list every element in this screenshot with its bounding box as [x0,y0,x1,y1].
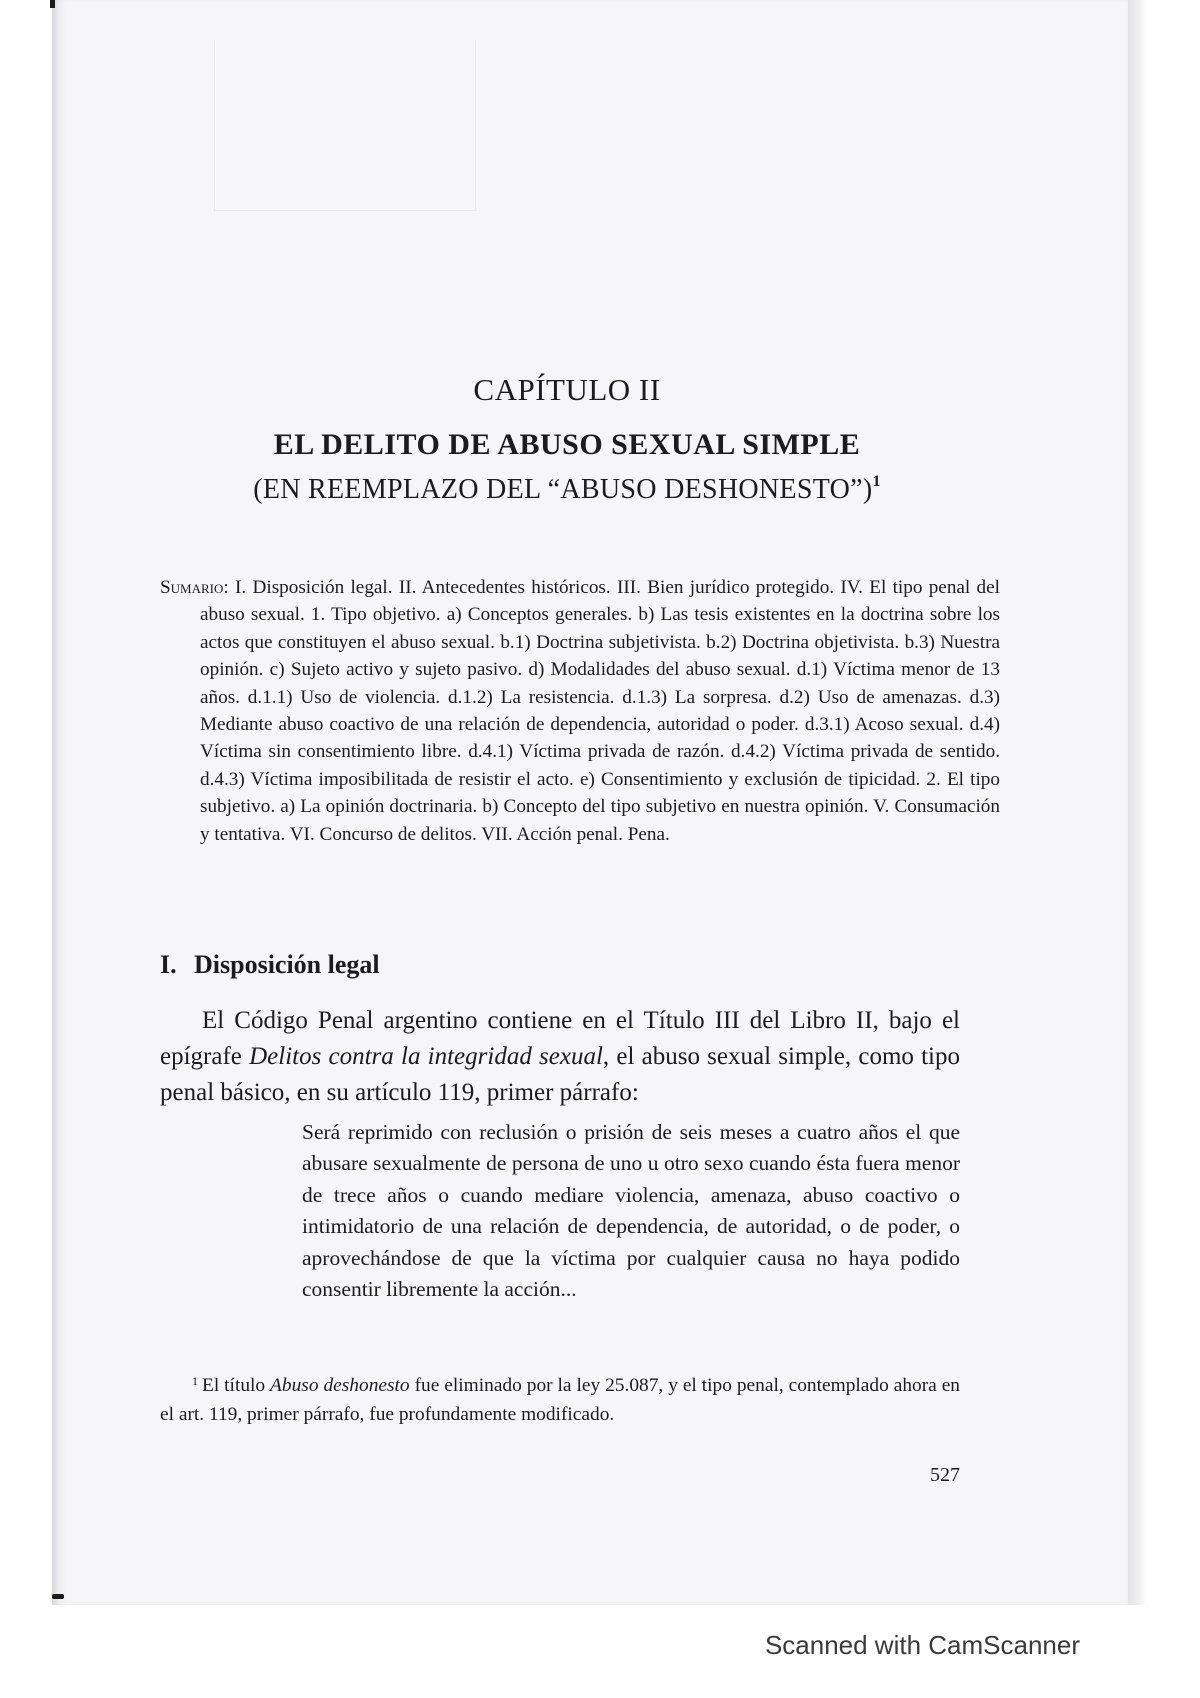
body-text-before: El Código Penal argentino contiene en el Título III del Libro II, bajo el epígrafe [160,1007,960,1070]
footnote-italic: Abuso deshonesto [270,1375,410,1396]
footnote-text-before: El título [202,1375,271,1396]
body-italic-title: Delitos contra la integridad sexual [249,1043,603,1070]
summary-label: Sumario: [160,577,229,598]
page-edge-shadow [1128,0,1146,1605]
camscanner-watermark: Scanned with CamScanner [764,1630,1080,1660]
scan-mark-top [50,0,55,8]
chapter-footnote-ref: 1 [872,473,881,490]
scan-mark-bottom [52,1594,64,1599]
chapter-summary [160,574,1000,848]
summary-text: I. Disposición legal. II. Antecedentes históricos. III. Bien jurídico protegido. IV. El tipo penal del abuso sexual. 1. Tipo objetivo. a) Conceptos generales. b) Las tesis existentes en la doctrina sobre los actos que constituyen el abuso sexual. b.1) Doctrina subjetivista. b.2) Doctrina objetivista. b.3) Nuestra opinión. c) Sujeto activo y sujeto pasivo. d) Modalidades del abuso sexual. d.1) Víctima menor de 13 años. d.1.1) Uso de violencia. d.1.2) La resistencia. d.1.3) La sorpresa. d.2) Uso de amenazas. d.3) Mediante abuso coactivo de una relación de dependencia, autoridad o poder. d.3.1) Acoso sexual. d.4) Víctima sin consentimiento libre. d.4.1) Víctima privada de razón. d.4.2) Víctima privada de sentido. d.4.3) Víctima imposibilitada de resistir el acto. e) Consentimiento y exclusión de tipicidad. 2. El tipo subjetivo. a) La opinión doctrinaria. b) Concepto del tipo subjetivo en nuestra opinión. V. Consumación y tentativa. VI. Concurso de delitos. VII. Acción penal. Pena. [200,577,1000,845]
body-paragraph [160,1003,960,1111]
body-text-after: , el abuso sexual simple, como tipo penal básico, en su artículo 119, primer párrafo: [160,1043,960,1106]
chapter-subtitle-text: (EN REEMPLAZO DEL “ABUSO DESHONESTO”) [253,474,873,505]
footnote [160,1371,960,1429]
chapter-title: EL DELITO DE ABUSO SEXUAL SIMPLE [273,428,861,461]
show-through-frame [214,40,476,211]
page-number: 527 [930,1464,960,1486]
section-number: I. [160,950,177,979]
section-title: Disposición legal [194,950,380,979]
section-heading [160,950,380,980]
legal-quote: Será reprimido con reclusión o prisión de seis meses a cuatro años el que abusare sexualmente de persona de uno u otro sexo cuando ésta fuera menor de trece años o cuando mediare violencia, amenaza, abuso coactivo o intimidatorio de una relación de dependencia, de autoridad, o de poder, o aprovechándose de que la víctima por cualquier causa no haya podido consentir libremente la acción... [302,1120,960,1302]
chapter-subtitle [0,474,1134,506]
footnote-marker: 1 [192,1374,198,1388]
footnote-text-after: fue eliminado por la ley 25.087, y el tipo penal, contemplado ahora en el art. 119, primer párrafo, fue profundamente modificado. [160,1375,961,1425]
chapter-number: CAPÍTULO II [473,372,661,407]
